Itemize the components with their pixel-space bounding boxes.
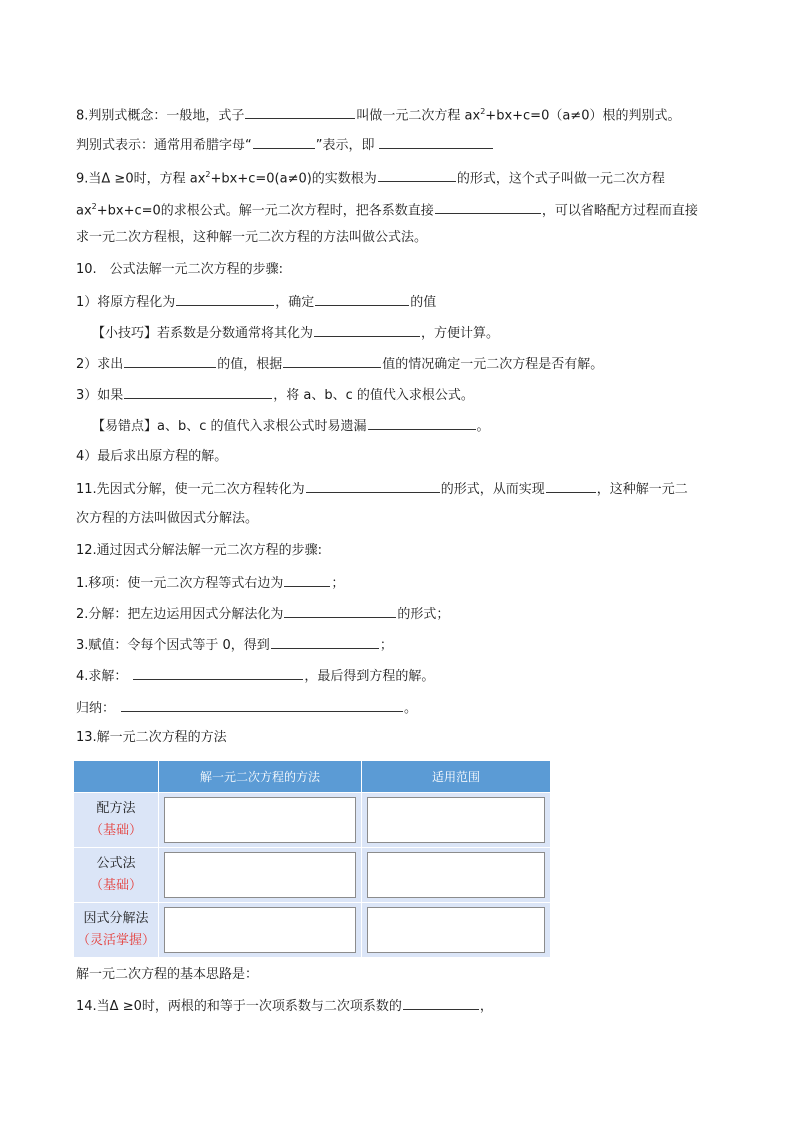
answer-box[interactable] bbox=[367, 907, 545, 953]
scope-cell bbox=[362, 903, 551, 958]
text: ； bbox=[379, 638, 393, 653]
factor-step-3 bbox=[76, 634, 393, 656]
text: 归纳： bbox=[76, 701, 116, 716]
text: 1.移项：使一元二次方程等式右边为 bbox=[76, 576, 284, 591]
text: 13.解一元二次方程的方法 bbox=[76, 730, 227, 745]
text: 解一元二次方程的基本思路是： bbox=[76, 967, 259, 982]
method-label bbox=[74, 793, 159, 848]
step-3 bbox=[76, 384, 474, 406]
blank-field[interactable] bbox=[306, 478, 440, 493]
text: 11.先因式分解，使一元二次方程转化为 bbox=[76, 482, 305, 497]
method-tag: （基础） bbox=[89, 823, 142, 838]
table-header-cell bbox=[74, 761, 159, 793]
blank-field[interactable] bbox=[378, 167, 456, 182]
text: 。 bbox=[404, 701, 418, 716]
blank-field[interactable] bbox=[124, 353, 216, 368]
superscript: 2 bbox=[205, 170, 211, 179]
text: 2）求出 bbox=[76, 357, 124, 372]
text: 14.当Δ ≥0时，两根的和等于一次项系数与二次项系数的 bbox=[76, 999, 402, 1014]
text: ，将 a、b、c 的值代入求根公式。 bbox=[273, 388, 474, 403]
text: 12.通过因式分解法解一元二次方程的步骤: bbox=[76, 543, 323, 558]
blank-field[interactable] bbox=[245, 104, 355, 119]
table-header-cell: 解一元二次方程的方法 bbox=[159, 761, 362, 793]
text: 叫做一元二次方程 ax bbox=[356, 108, 481, 124]
table-row bbox=[74, 848, 551, 903]
blank-field[interactable] bbox=[403, 995, 479, 1010]
blank-field[interactable] bbox=[271, 634, 379, 649]
text: ， bbox=[479, 999, 493, 1014]
table-row bbox=[74, 793, 551, 848]
superscript: 2 bbox=[480, 107, 486, 116]
method-tag: （灵活掌握） bbox=[76, 933, 155, 948]
text: 3）如果 bbox=[76, 388, 124, 403]
discriminant-notation bbox=[76, 134, 494, 156]
blank-field[interactable] bbox=[284, 603, 396, 618]
factor-step-2 bbox=[76, 603, 449, 625]
method-name: 公式法 bbox=[96, 856, 136, 871]
text: 【小技巧】若系数是分数通常将其化为 bbox=[92, 326, 314, 341]
method-label bbox=[74, 848, 159, 903]
item-9-line3 bbox=[76, 228, 427, 248]
text: 的形式，从而实现 bbox=[440, 482, 545, 497]
item-11-line1 bbox=[76, 478, 688, 500]
text: +bx+c=0的求根公式。解一元二次方程时，把各系数直接 bbox=[96, 203, 434, 219]
item-11-line2 bbox=[76, 509, 258, 529]
method-name: 配方法 bbox=[96, 801, 136, 816]
item-14-line bbox=[76, 995, 493, 1017]
text: 3.赋值：令每个因式等于 0，得到 bbox=[76, 638, 270, 653]
text: ，这种解一元二 bbox=[596, 482, 688, 497]
text: 的形式； bbox=[397, 607, 450, 622]
blank-field[interactable] bbox=[284, 572, 330, 587]
item-9-line1 bbox=[76, 165, 665, 189]
blank-field[interactable] bbox=[133, 665, 303, 680]
text: ”表示，即 bbox=[315, 138, 375, 153]
text: 求一元二次方程根，这种解一元二次方程的方法叫做公式法。 bbox=[76, 230, 428, 245]
table-header-cell: 适用范围 bbox=[362, 761, 551, 793]
step-2 bbox=[76, 353, 603, 375]
blank-field[interactable] bbox=[121, 697, 403, 712]
item-8-concept bbox=[76, 102, 680, 126]
table-header-row bbox=[74, 761, 551, 793]
text: 4）最后求出原方程的解。 bbox=[76, 449, 228, 464]
blank-field[interactable] bbox=[368, 415, 476, 430]
text: 。 bbox=[476, 419, 490, 434]
blank-field[interactable] bbox=[124, 384, 272, 399]
item-10-title bbox=[76, 260, 283, 280]
text: ，方便计算。 bbox=[421, 326, 500, 341]
scope-cell bbox=[362, 848, 551, 903]
answer-box[interactable] bbox=[367, 852, 545, 898]
error-note bbox=[92, 415, 490, 437]
text: 的值 bbox=[410, 295, 437, 310]
superscript: 2 bbox=[91, 202, 97, 211]
method-label bbox=[74, 903, 159, 958]
tip-line bbox=[92, 322, 499, 344]
method-cell bbox=[159, 903, 362, 958]
item-9-line2 bbox=[76, 197, 698, 221]
text: 的形式，这个式子叫做一元二次方程 bbox=[456, 171, 665, 187]
answer-box[interactable] bbox=[367, 797, 545, 843]
text: +bx+c=0(a≠0)的实数根为 bbox=[210, 171, 377, 187]
method-name: 因式分解法 bbox=[83, 911, 149, 926]
table-row bbox=[74, 903, 551, 958]
item-12-title bbox=[76, 541, 322, 561]
basic-idea-line bbox=[76, 965, 258, 985]
text: 9.当Δ ≥0时，方程 ax bbox=[76, 171, 206, 187]
text: 判别式表示：通常用希腊字母“ bbox=[76, 138, 252, 153]
text: ，可以省略配方过程而直接 bbox=[541, 203, 698, 219]
item-13-title bbox=[76, 728, 227, 748]
blank-field[interactable] bbox=[176, 291, 274, 306]
blank-field[interactable] bbox=[283, 353, 381, 368]
method-cell bbox=[159, 793, 362, 848]
answer-box[interactable] bbox=[164, 797, 356, 843]
text: 【易错点】a、b、c 的值代入求根公式时易遗漏 bbox=[92, 419, 367, 434]
factor-step-4 bbox=[76, 665, 434, 687]
text: 值的情况确定一元二次方程是否有解。 bbox=[382, 357, 604, 372]
text: 10. 公式法解一元二次方程的步骤: bbox=[76, 262, 284, 277]
text: 8.判别式概念：一般地，式子 bbox=[76, 108, 245, 124]
text: ax bbox=[76, 203, 92, 219]
methods-table bbox=[73, 760, 551, 958]
blank-field[interactable] bbox=[253, 134, 315, 149]
step-1 bbox=[76, 291, 436, 313]
text: 2.分解：把左边运用因式分解法化为 bbox=[76, 607, 284, 622]
text: +bx+c=0（a≠0）根的判别式。 bbox=[485, 108, 681, 124]
text: ，最后得到方程的解。 bbox=[304, 669, 435, 684]
blank-field[interactable] bbox=[315, 291, 409, 306]
step-4 bbox=[76, 447, 227, 467]
text: 的值，根据 bbox=[217, 357, 283, 372]
blank-field[interactable] bbox=[379, 134, 493, 149]
text: 4.求解： bbox=[76, 669, 128, 684]
method-cell bbox=[159, 848, 362, 903]
text: 次方程的方法叫做因式分解法。 bbox=[76, 511, 259, 526]
text: ，确定 bbox=[275, 295, 315, 310]
factor-step-1 bbox=[76, 572, 344, 594]
blank-field[interactable] bbox=[546, 478, 596, 493]
scope-cell bbox=[362, 793, 551, 848]
answer-box[interactable] bbox=[164, 907, 356, 953]
method-tag: （基础） bbox=[89, 878, 142, 893]
answer-box[interactable] bbox=[164, 852, 356, 898]
summary-line bbox=[76, 697, 417, 719]
blank-field[interactable] bbox=[435, 199, 541, 214]
text: 1）将原方程化为 bbox=[76, 295, 176, 310]
text: ； bbox=[331, 576, 345, 591]
blank-field[interactable] bbox=[314, 322, 420, 337]
